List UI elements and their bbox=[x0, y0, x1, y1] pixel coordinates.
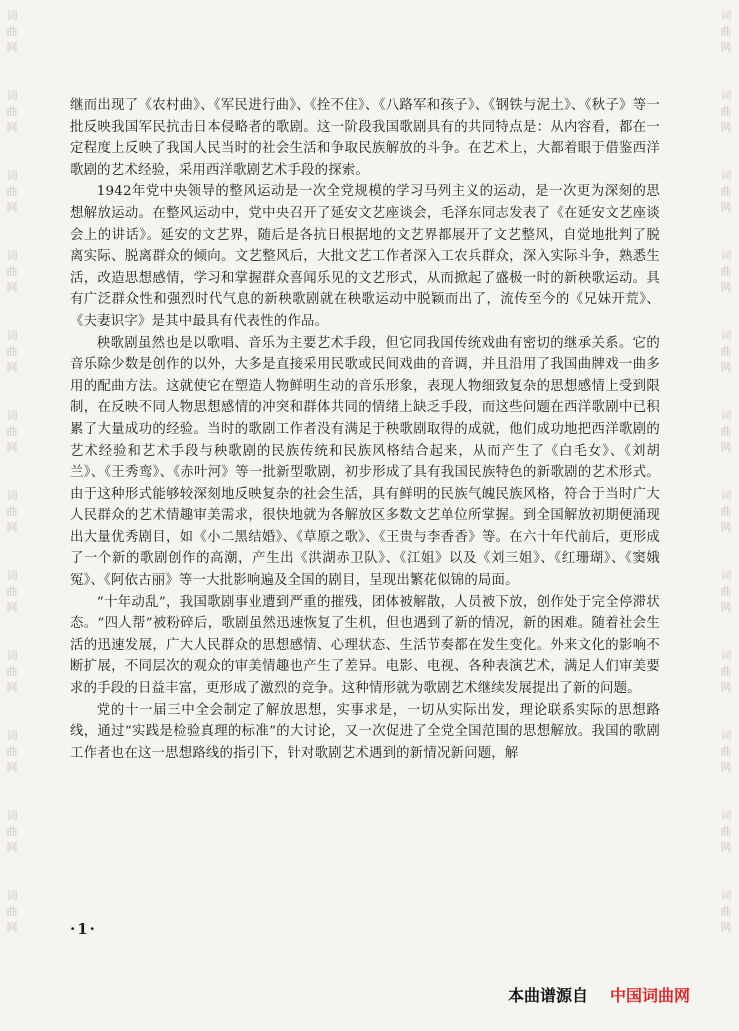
watermark-glyph: 词 bbox=[6, 809, 18, 822]
watermark-glyph: 曲 bbox=[720, 345, 732, 358]
watermark-group bbox=[7, 248, 18, 296]
watermark-group bbox=[721, 408, 732, 456]
watermark-glyph: 曲 bbox=[6, 825, 18, 838]
watermark-glyph: 曲 bbox=[720, 25, 732, 38]
watermark-glyph: 曲 bbox=[720, 745, 732, 758]
watermark-glyph: 曲 bbox=[6, 25, 18, 38]
watermark-glyph: 词 bbox=[6, 409, 18, 422]
source-site-link[interactable]: 中国词曲网 bbox=[610, 986, 691, 1005]
watermark-group bbox=[721, 8, 732, 56]
watermark-glyph: 词 bbox=[720, 809, 732, 822]
watermark-glyph: 词 bbox=[6, 329, 18, 342]
watermark-glyph: 网 bbox=[720, 441, 732, 454]
article-body bbox=[70, 95, 660, 764]
watermark-glyph: 词 bbox=[6, 889, 18, 902]
watermark-glyph: 网 bbox=[6, 521, 18, 534]
watermark-glyph: 词 bbox=[6, 89, 18, 102]
watermark-glyph: 曲 bbox=[6, 585, 18, 598]
left-watermark-strip bbox=[2, 0, 22, 1031]
watermark-glyph: 曲 bbox=[6, 665, 18, 678]
paragraph-3: 秧歌剧虽然也是以歌唱、音乐为主要艺术手段，但它同我国传统戏曲有密切的继承关系。它的音乐除少数是创作的以外，大多是直接采用民歌或民间戏曲的音调，并且沿用了我国曲牌戏一曲多用的配曲方法。这就使它在塑造人物鲜明生动的音乐形象，表现人物细致复杂的思想感情上受到限制，在反映不同人物思想感情的冲突和群体共同的情绪上缺乏手段，而这些问题在西洋歌剧中已积累了大量成功的经验。当时的歌剧工作者没有满足于秧歌剧取得的成就，他们成功地把西洋歌剧的艺术经验和艺术手段与秧歌剧的民族传统和民族风格结合起来，从而产生了《白毛女》、《刘胡兰》、《王秀鸾》、《赤叶河》等一批新型歌剧，初步形成了具有我国民族特色的新歌剧的艺术形式。由于这种形式能够较深刻地反映复杂的社会生活，具有鲜明的民族气魄民族风格，符合于当时广大人民群众的艺术情趣审美需求，很快地就为各解放区多数文艺单位所掌握。到全国解放初期便涌现出大量优秀剧目，如《小二黑结婚》、《草原之歌》、《王贵与李香香》等。在六十年代前后，更形成了一个新的歌剧创作的高潮，产生出《洪湖赤卫队》、《江姐》以及《刘三姐》、《红珊瑚》、《窦娥冤》、《阿依古丽》等一大批影响遍及全国的剧目，呈现出繁花似锦的局面。 bbox=[70, 335, 660, 589]
watermark-glyph: 词 bbox=[720, 89, 732, 102]
watermark-glyph: 曲 bbox=[720, 665, 732, 678]
watermark-glyph: 网 bbox=[6, 41, 18, 54]
watermark-glyph: 曲 bbox=[720, 505, 732, 518]
watermark-group bbox=[721, 328, 732, 376]
page-number: ·1· bbox=[70, 920, 97, 938]
watermark-glyph: 曲 bbox=[6, 745, 18, 758]
watermark-glyph: 曲 bbox=[720, 425, 732, 438]
watermark-glyph: 词 bbox=[6, 9, 18, 22]
watermark-glyph: 曲 bbox=[6, 425, 18, 438]
watermark-glyph: 词 bbox=[6, 729, 18, 742]
watermark-glyph: 词 bbox=[720, 409, 732, 422]
watermark-glyph: 网 bbox=[6, 201, 18, 214]
watermark-glyph: 网 bbox=[720, 921, 732, 934]
watermark-group bbox=[7, 168, 18, 216]
watermark-glyph: 曲 bbox=[6, 185, 18, 198]
watermark-group bbox=[721, 888, 732, 936]
source-label: 本曲谱源自 bbox=[508, 986, 589, 1005]
watermark-glyph: 网 bbox=[720, 121, 732, 134]
watermark-glyph: 词 bbox=[720, 489, 732, 502]
watermark-glyph: 曲 bbox=[6, 345, 18, 358]
watermark-group bbox=[721, 88, 732, 136]
watermark-glyph: 词 bbox=[6, 649, 18, 662]
watermark-group bbox=[7, 8, 18, 56]
watermark-glyph: 曲 bbox=[720, 265, 732, 278]
watermark-glyph: 词 bbox=[720, 569, 732, 582]
watermark-glyph: 网 bbox=[6, 761, 18, 774]
watermark-glyph: 词 bbox=[720, 889, 732, 902]
watermark-group bbox=[721, 648, 732, 696]
watermark-glyph: 曲 bbox=[6, 105, 18, 118]
watermark-group bbox=[7, 808, 18, 856]
watermark-glyph: 词 bbox=[720, 729, 732, 742]
watermark-group bbox=[721, 808, 732, 856]
watermark-group bbox=[7, 648, 18, 696]
watermark-glyph: 网 bbox=[6, 281, 18, 294]
watermark-group bbox=[7, 88, 18, 136]
watermark-glyph: 词 bbox=[6, 489, 18, 502]
watermark-glyph: 网 bbox=[720, 361, 732, 374]
watermark-glyph: 词 bbox=[6, 249, 18, 262]
watermark-group bbox=[7, 488, 18, 536]
watermark-glyph: 曲 bbox=[720, 585, 732, 598]
watermark-group bbox=[7, 328, 18, 376]
right-watermark-strip bbox=[716, 0, 736, 1031]
watermark-glyph: 网 bbox=[720, 841, 732, 854]
watermark-glyph: 网 bbox=[6, 601, 18, 614]
watermark-glyph: 网 bbox=[720, 601, 732, 614]
watermark-glyph: 网 bbox=[720, 521, 732, 534]
watermark-glyph: 词 bbox=[6, 569, 18, 582]
watermark-glyph: 词 bbox=[720, 9, 732, 22]
source-footer bbox=[508, 983, 690, 1006]
watermark-glyph: 网 bbox=[6, 921, 18, 934]
watermark-glyph: 词 bbox=[6, 169, 18, 182]
watermark-group bbox=[721, 168, 732, 216]
watermark-glyph: 曲 bbox=[720, 905, 732, 918]
watermark-glyph: 网 bbox=[720, 681, 732, 694]
watermark-group bbox=[7, 728, 18, 776]
watermark-glyph: 网 bbox=[720, 41, 732, 54]
watermark-group bbox=[7, 408, 18, 456]
watermark-glyph: 网 bbox=[720, 281, 732, 294]
watermark-glyph: 曲 bbox=[6, 905, 18, 918]
watermark-glyph: 网 bbox=[720, 761, 732, 774]
watermark-glyph: 网 bbox=[6, 441, 18, 454]
watermark-glyph: 曲 bbox=[6, 505, 18, 518]
watermark-glyph: 曲 bbox=[720, 105, 732, 118]
watermark-glyph: 网 bbox=[6, 361, 18, 374]
watermark-glyph: 词 bbox=[720, 169, 732, 182]
paragraph-5: 党的十一届三中全会制定了解放思想，实事求是，一切从实际出发，理论联系实际的思想路线，通过“实践是检验真理的标准”的大讨论，又一次促进了全党全国范围的思想解放。我国的歌剧工作者也在这一思想路线的指引下，针对歌剧艺术遇到的新情况新问题，解 bbox=[70, 702, 660, 761]
watermark-glyph: 曲 bbox=[6, 265, 18, 278]
paragraph-1: 继而出现了《农村曲》、《军民进行曲》、《拴不住》、《八路军和孩子》、《钢铁与泥土》、《秋子》等一批反映我国军民抗击日本侵略者的歌剧。这一阶段我国歌剧具有的共同特点是：从内容看，都在一定程度上反映了我国人民当时的社会生活和争取民族解放的斗争。在艺术上，大都着眼于借鉴西洋歌剧的艺术经验，采用西洋歌剧艺术手段的探索。 bbox=[70, 98, 660, 178]
watermark-group bbox=[7, 568, 18, 616]
watermark-group bbox=[721, 728, 732, 776]
watermark-glyph: 网 bbox=[6, 841, 18, 854]
watermark-glyph: 曲 bbox=[720, 185, 732, 198]
watermark-glyph: 网 bbox=[6, 681, 18, 694]
watermark-glyph: 网 bbox=[720, 201, 732, 214]
paragraph-2: 1942年党中央领导的整风运动是一次全党规模的学习马列主义的运动，是一次更为深刻的思想解放运动。在整风运动中，党中央召开了延安文艺座谈会，毛泽东同志发表了《在延安文艺座谈会上的讲话》。延安的文艺界，随后是各抗日根据地的文艺界都展开了文艺整风，自觉地批判了脱离实际、脱离群众的倾向。文艺整风后，大批文艺工作者深入工农兵群众，深入实际斗争，熟悉生活，改造思想感情，学习和掌握群众喜闻乐见的文艺形式，从而掀起了盛极一时的新秧歌运动。具有广泛群众性和强烈时代气息的新秧歌剧就在秧歌运动中脱颖而出了，流传至今的《兄妹开荒》、《夫妻识字》是其中最具有代表性的作品。 bbox=[70, 184, 660, 329]
watermark-group bbox=[721, 488, 732, 536]
watermark-glyph: 词 bbox=[720, 329, 732, 342]
watermark-glyph: 词 bbox=[720, 249, 732, 262]
paragraph-4: “十年动乱”，我国歌剧事业遭到严重的摧残，团体被解散，人员被下放，创作处于完全停滞状态。“四人帮”被粉碎后，歌剧虽然迅速恢复了生机，但也遇到了新的情况，新的困难。随着社会生活的迅速发展，广大人民群众的思想感情、心理状态、生活节奏都在发生变化。外来文化的影响不断扩展，不同层次的观众的审美情趣也产生了差异。电影、电视、各种表演艺术，满足人们审美要求的手段的日益丰富，更形成了激烈的竞争。这种情形就为歌剧艺术继续发展提出了新的问题。 bbox=[70, 594, 660, 697]
watermark-glyph: 网 bbox=[6, 121, 18, 134]
watermark-glyph: 曲 bbox=[720, 825, 732, 838]
watermark-group bbox=[7, 888, 18, 936]
watermark-group bbox=[721, 568, 732, 616]
watermark-group bbox=[721, 248, 732, 296]
watermark-glyph: 词 bbox=[720, 649, 732, 662]
